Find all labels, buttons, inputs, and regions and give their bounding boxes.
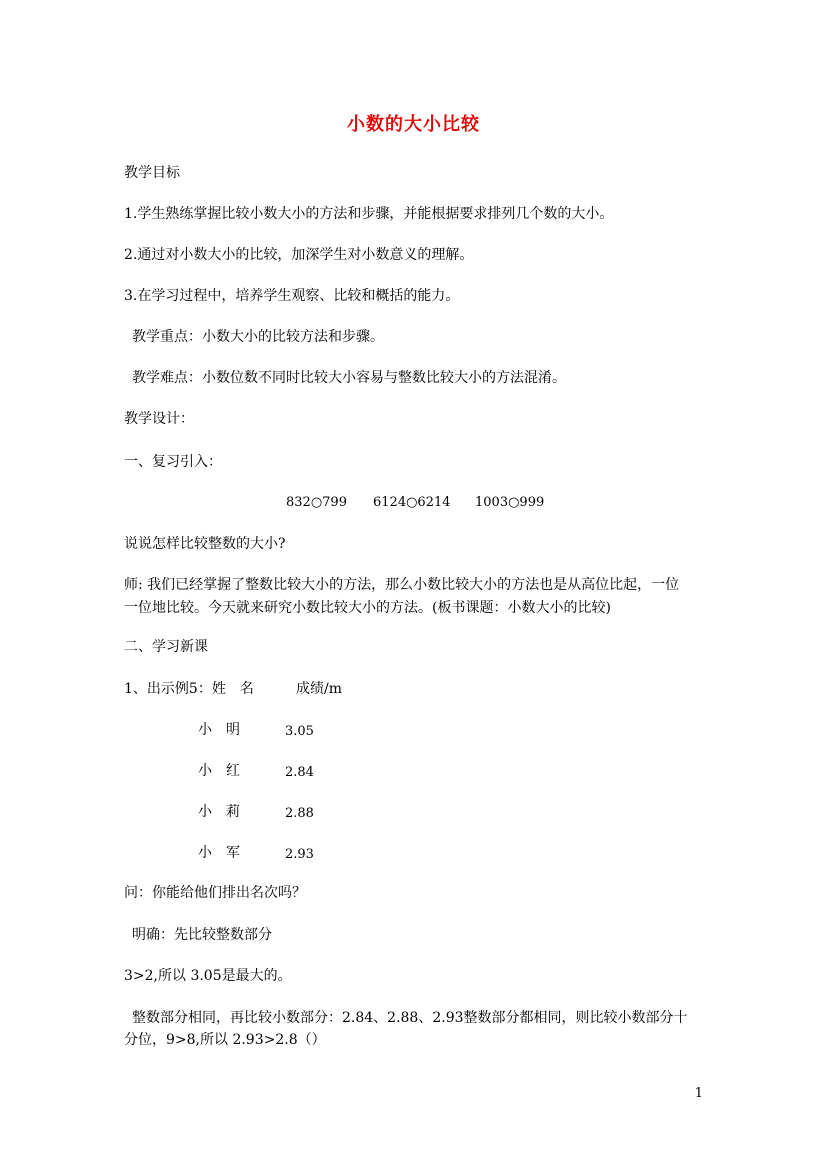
teacher-line-1: 师: 我们已经掌握了整数比较大小的方法，那么小数比较大小的方法也是从高位比起，一位: [124, 577, 680, 593]
student-name: 小 军: [198, 845, 240, 861]
page-number: 1: [694, 1086, 703, 1101]
score-column-header: 成绩/m: [296, 681, 342, 697]
design-label: 教学设计：: [124, 411, 194, 427]
difficulty-point: 教学难点：小数位数不同时比较大小容易与整数比较大小的方法混淆。: [132, 370, 566, 386]
student-name: 小 莉: [198, 804, 240, 820]
review-item-2: 6124○6214: [373, 495, 451, 510]
student-score: 2.93: [285, 847, 314, 862]
page-title: 小数的大小比较: [347, 114, 480, 135]
goal-item-1: 1.学生熟练掌握比较小数大小的方法和步骤，并能根据要求排列几个数的大小。: [124, 206, 614, 222]
section-heading-goals: 教学目标: [124, 165, 180, 181]
part1-heading: 一、复习引入：: [124, 454, 222, 470]
key-point: 教学重点：小数大小的比较方法和步骤。: [132, 329, 384, 345]
student-score: 2.84: [285, 765, 314, 780]
step-1: 3>2,所以 3.05是最大的。: [124, 968, 292, 984]
teacher-line-2: 一位地比较。今天就来研究小数比较大小的方法。(板书课题：小数大小的比较): [124, 600, 611, 616]
student-score: 2.88: [285, 806, 314, 821]
step-2-line-1: 整数部分相同，再比较小数部分：2.84、2.88、2.93整数部分都相同，则比较小数部分十: [132, 1010, 688, 1026]
student-score: 3.05: [285, 724, 314, 739]
question-ranking: 问：你能给他们排出名次吗？: [124, 885, 306, 901]
step-2-line-2: 分位，9>8,所以 2.93>2.8（）: [124, 1032, 326, 1048]
review-item-1: 832○799: [286, 495, 347, 510]
example-label: 1、出示例5：姓 名: [124, 681, 254, 697]
review-item-3: 1003○999: [475, 495, 545, 510]
part2-heading: 二、学习新课: [124, 639, 208, 655]
question-integer-compare: 说说怎样比较整数的大小?: [124, 536, 286, 552]
goal-item-2: 2.通过对小数大小的比较，加深学生对小数意义的理解。: [124, 247, 474, 263]
student-name: 小 明: [198, 722, 240, 738]
goal-item-3: 3.在学习过程中，培养学生观察、比较和概括的能力。: [124, 288, 460, 304]
clarify-line: 明确：先比较整数部分: [132, 927, 272, 943]
student-name: 小 红: [198, 763, 240, 779]
